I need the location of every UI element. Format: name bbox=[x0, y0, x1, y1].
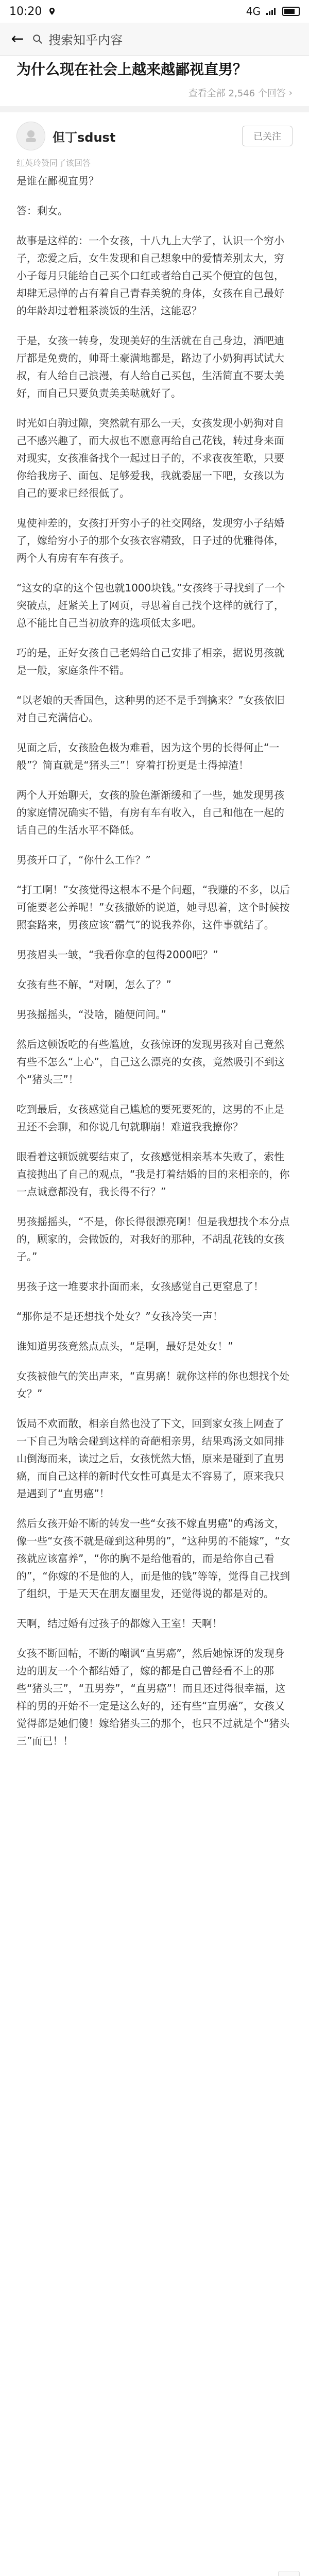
likes-note: 红英玲赞同了该回答 bbox=[16, 158, 91, 168]
location-icon bbox=[48, 7, 56, 15]
author-row bbox=[16, 120, 293, 152]
question-meta bbox=[16, 86, 293, 100]
answer-paragraph: 两个人开始聊天，女孩的脸色渐渐缓和了一些，她发现男孩的家庭情况确实不错，有房有车有收入，自己和他在一起的话自己的生活水平不降低。 bbox=[16, 789, 284, 836]
status-bar bbox=[0, 0, 309, 23]
answer-paragraph: 见面之后，女孩脸色极为难看，因为这个男的长得何止“一般”？简直就是“猪头三”！穿着打扮更是土得掉渣！ bbox=[16, 741, 280, 771]
answer-paragraph: 男孩摇摇头，“没啥，随便问问。” bbox=[16, 1008, 166, 1021]
answer-paragraph: 巧的是，正好女孩自己老妈给自己安排了相亲，据说男孩就是一般，家庭条件不错。 bbox=[16, 647, 284, 676]
answer-paragraph: 男孩开口了，“你什么工作？” bbox=[16, 854, 151, 866]
answer-paragraph: 是谁在鄙视直男？ bbox=[16, 175, 99, 187]
answer-paragraph: 于是，女孩一转身，发现美好的生活就在自己身边，酒吧迪厅都是免费的，帅哥土豪满地都是，路边了小奶狗再试试大叔，有人给自己浪漫，有人给自己买包，生活简直不要太美好，而自己只要负责美美哒就好了。 bbox=[16, 334, 284, 399]
status-right bbox=[246, 5, 300, 18]
answer-paragraph: 然后女孩开始不断的转发一些“女孩不嫁直男癌”的鸡汤文，像一些“女孩不就是碰到这种男的”，“这种男的不能嫁”，“女孩就应该富养”，“你的胸不是给他看的，而是给你自己看的”，“你嫁的不是他的人，而是他的钱”等等，觉得自己找到了组织，于是天天在朋友圈里发，还觉得说的都是对的。 bbox=[16, 1517, 290, 1600]
chevron-right-icon: › bbox=[288, 87, 293, 98]
answer-paragraph: 时光如白驹过隙，突然就有那么一天，女孩发现小奶狗对自己不感兴趣了，而大叔也不愿意再给自己花钱，转过身来面对现实，女孩准备找个一起过日子的，不求夜夜笙歌，只要你给我房子、面包、足够爱我，我就委屈一下吧，女孩以为自己的要求已经很低了。 bbox=[16, 417, 284, 499]
answer-paragraph: 女孩不断回帖，不断的嘲讽“直男癌”，然后她惊讶的发现身边的朋友一个个都结婚了，嫁的都是自己曾经看不上的那些“猪头三”，“丑男券”，“直男癌”！而且还过得很幸福，这样的男的开始不一定是这么好的，还有些“直男癌”，女孩又觉得都是她们傻！嫁给猪头三的那个，也只不过就是个“猪头三”而已！！ bbox=[16, 1647, 290, 1747]
answer-paragraph: 故事是这样的：一个女孩，十八九上大学了，认识一个穷小子，恋爱之后，女生发现和自己想象中的爱情差别太大，穷小子每月只能给自己买个口红或者给自己买个便宜的包包，却肆无忌惮的占有着自己青春美貌的身体，女孩在自己最好的年龄却过着粗茶淡饭的生活，这能忍？ bbox=[16, 234, 284, 317]
search-bar bbox=[0, 23, 309, 56]
answer-count-label: 查看全部 2,546 个回答 bbox=[188, 88, 286, 99]
section-divider bbox=[0, 106, 309, 112]
answer-paragraph: 眼看着这顿饭就要结束了，女孩感觉相亲基本失败了，索性直接抛出了自己的观点，“我是打着结婚的目的来相亲的，你一点诚意都没有，我长得不行？” bbox=[16, 1150, 290, 1198]
follow-button[interactable]: 已关注 bbox=[242, 126, 293, 146]
answer-paragraph: “以老娘的天香国色，这种男的还不是手到擒来？”女孩依旧对自己充满信心。 bbox=[16, 694, 285, 724]
search-placeholder: 搜索知乎内容 bbox=[48, 33, 123, 47]
answer-paragraph: 天啊，结过婚有过孩子的都嫁入王室！天啊！ bbox=[16, 1617, 222, 1630]
avatar-icon bbox=[23, 128, 39, 144]
answer-paragraph: “这女的拿的这个包也就1000块钱。”女孩终于寻找到了一个突破点，赶紧关上了网页，寻思着自己找个这样的就行了，总不能比自己当初放弃的选项低太多吧。 bbox=[16, 582, 285, 629]
author-name[interactable]: 但丁sdust bbox=[53, 130, 116, 145]
view-all-answers[interactable] bbox=[188, 86, 293, 99]
answer-paragraph: 谁知道男孩竟然点点头，“是啊，最好是处女！” bbox=[16, 1340, 233, 1352]
answer-paragraph: 吃到最后，女孩感觉自己尴尬的要死要死的，这男的不止是丑还不会聊，和你说几句就聊崩！难道我我撩你？ bbox=[16, 1103, 284, 1133]
answer-paragraph: 饭局不欢而散，相亲自然也没了下文，回到家女孩上网查了一下自己为啥会碰到这样的奇葩相亲男，结果鸡汤文如同排山倒海而来，读过之后，女孩恍然大悟，原来是碰到了直男癌，而自己这样的新时代女性可真是太不容易了，原来我只是遇到了“直男癌”！ bbox=[16, 1417, 284, 1500]
back-icon: ← bbox=[11, 30, 24, 48]
avatar[interactable] bbox=[16, 122, 45, 150]
answer-paragraph: “那你是不是还想找个处女？”女孩冷笑一声！ bbox=[16, 1310, 223, 1323]
status-time: 10:20 bbox=[9, 5, 42, 18]
answer-paragraph: 女孩有些不解，“对啊，怎么了？” bbox=[16, 978, 171, 991]
status-left bbox=[9, 5, 56, 18]
battery-icon bbox=[282, 7, 300, 16]
answer-paragraph: 女孩被他气的笑出声来，“直男癌！就你这样的你也想找个处女？” bbox=[16, 1370, 290, 1400]
question-title: 为什么现在社会上越来越鄙视直男？ bbox=[16, 61, 248, 78]
answer-paragraph: 然后这顿饭吃的有些尴尬，女孩惊讶的发现男孩对自己竟然有些不怎么“上心”，自己这么漂亮的女孩，竟然吸引不到这个“猪头三”！ bbox=[16, 1038, 285, 1086]
signal-label: 4G bbox=[246, 5, 261, 18]
answer-paragraph: 男孩眉头一皱，“我看你拿的包得2000吧？” bbox=[16, 948, 218, 961]
search-icon bbox=[32, 33, 43, 45]
answer-paragraph: “打工啊！”女孩觉得这根本不是个问题，“我赚的不多，以后可能要老公养呢！”女孩撒娇的说道，她寻思着，这个时候按照套路来，男孩应该“霸气”的说我养你，这件事就结了。 bbox=[16, 884, 290, 931]
answer-paragraph: 男孩子这一堆要求扑面而来，女孩感觉自己更窒息了！ bbox=[16, 1280, 264, 1293]
answer-paragraph: 答：剩女。 bbox=[16, 205, 68, 217]
answer-content bbox=[16, 172, 293, 1762]
search-input[interactable] bbox=[32, 28, 301, 50]
answer-paragraph: 鬼使神差的，女孩打开穷小子的社交网络，发现穷小子结婚了，嫁给穷小子的那个女孩衣容精致，日子过的优雅得体，两个人有房有车有孩子。 bbox=[16, 517, 284, 564]
back-button[interactable] bbox=[8, 30, 27, 48]
answer-paragraph: 男孩摇摇头，“不是，你长得很漂亮啊！但是我想找个本分点的，顾家的，会做饭的，对我好的那种，不胡乱花钱的女孩子。” bbox=[16, 1215, 290, 1263]
watermark-badge bbox=[278, 2571, 300, 2576]
signal-icon bbox=[266, 7, 277, 15]
